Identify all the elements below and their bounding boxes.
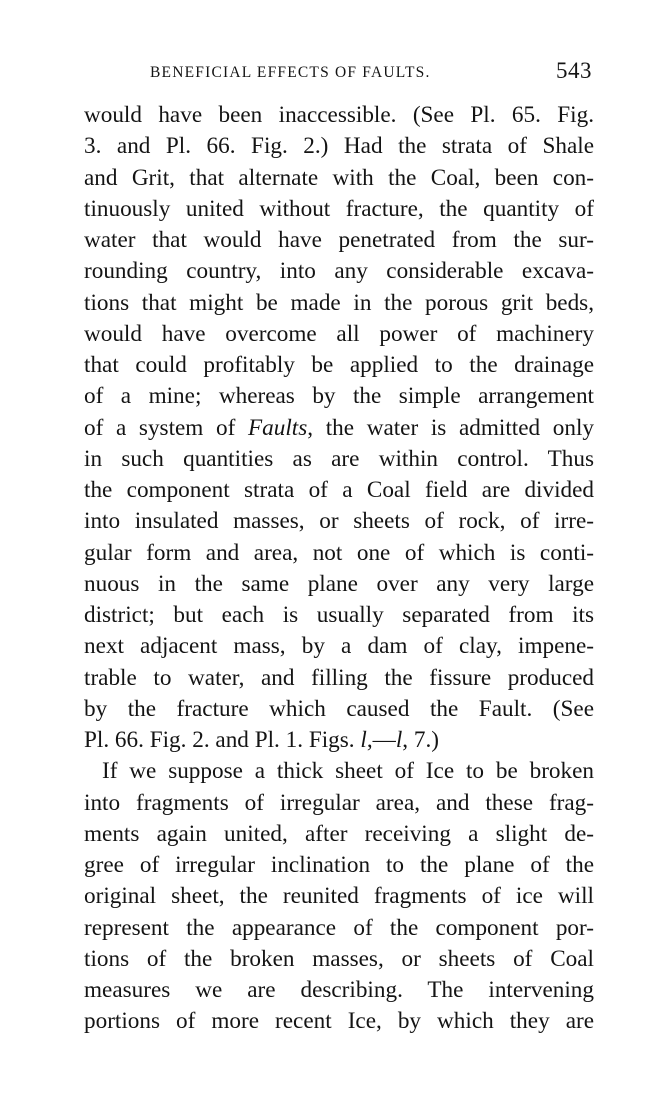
text-line: ments again united, after receiving a slight de- (84, 820, 594, 847)
text-fragment: Pl. 66. Fig. 2. and Pl. 1. Figs. (84, 727, 361, 753)
text-line: would have overcome all power of machinery (84, 320, 594, 347)
text-line: gular form and area, not one of which is conti- (84, 539, 594, 566)
running-head (84, 60, 592, 88)
text-line: 3. and Pl. 66. Fig. 2.) Had the strata of Shale (84, 133, 594, 160)
emphasis-figure-ref: l (360, 727, 367, 753)
text-line: tions that might be made in the porous grit beds, (84, 289, 594, 316)
running-title: BENEFICIAL EFFECTS OF FAULTS. (150, 64, 431, 81)
text-line: tions of the broken masses, or sheets of Coal (84, 945, 594, 972)
text-line: portions of more recent Ice, by which they are (84, 1008, 594, 1035)
text-line: of a mine; whereas by the simple arrangement (84, 383, 594, 410)
text-line: district; but each is usually separated from its (84, 602, 594, 628)
text-line-paragraph-start: If we suppose a thick sheet of Ice to be broken (102, 758, 594, 785)
text-line-paragraph-end (84, 725, 594, 756)
text-line: into fragments of irregular area, and these frag- (84, 789, 594, 816)
page-number: 543 (556, 58, 592, 83)
text-line: that could profitably be applied to the drainage (84, 352, 594, 378)
text-fragment: , 7.) (402, 727, 439, 753)
emphasis-faults: Faults (247, 414, 308, 441)
text-line: rounding country, into any considerable excava- (84, 258, 594, 285)
text-line: represent the appearance of the component por- (84, 914, 594, 941)
text-line: would have been inaccessible. (See Pl. 65. Fig. (84, 102, 594, 128)
text-line: next adjacent mass, by a dam of clay, impene- (84, 633, 594, 660)
text-line: measures we are describing. The intervening (84, 977, 594, 1003)
text-line: original sheet, the reunited fragments of ice will (84, 883, 594, 910)
text-line: in such quantities as are within control. Thus (84, 445, 594, 472)
text-line: and Grit, that alternate with the Coal, been con- (84, 164, 594, 191)
text-line-faults (84, 413, 594, 444)
text-fragment: of a system of (84, 414, 248, 441)
text-line: the component strata of a Coal field are divided (84, 477, 594, 503)
text-fragment: , the water is admitted only (307, 414, 594, 441)
text-line: by the fracture which caused the Fault. (See (84, 695, 594, 722)
emphasis-figure-ref: l (395, 727, 403, 753)
text-line: nuous in the same plane over any very large (84, 570, 594, 597)
text-line: trable to water, and filling the fissure produced (84, 664, 594, 691)
text-line: gree of irregular inclination to the plane of the (84, 852, 594, 878)
text-line: into insulated masses, or sheets of rock, of irre- (84, 508, 594, 535)
text-line: water that would have penetrated from the sur- (84, 227, 594, 253)
text-line: tinuously united without fracture, the quantity of (84, 195, 594, 222)
text-fragment: ,— (366, 727, 396, 753)
body-text (84, 100, 594, 1038)
